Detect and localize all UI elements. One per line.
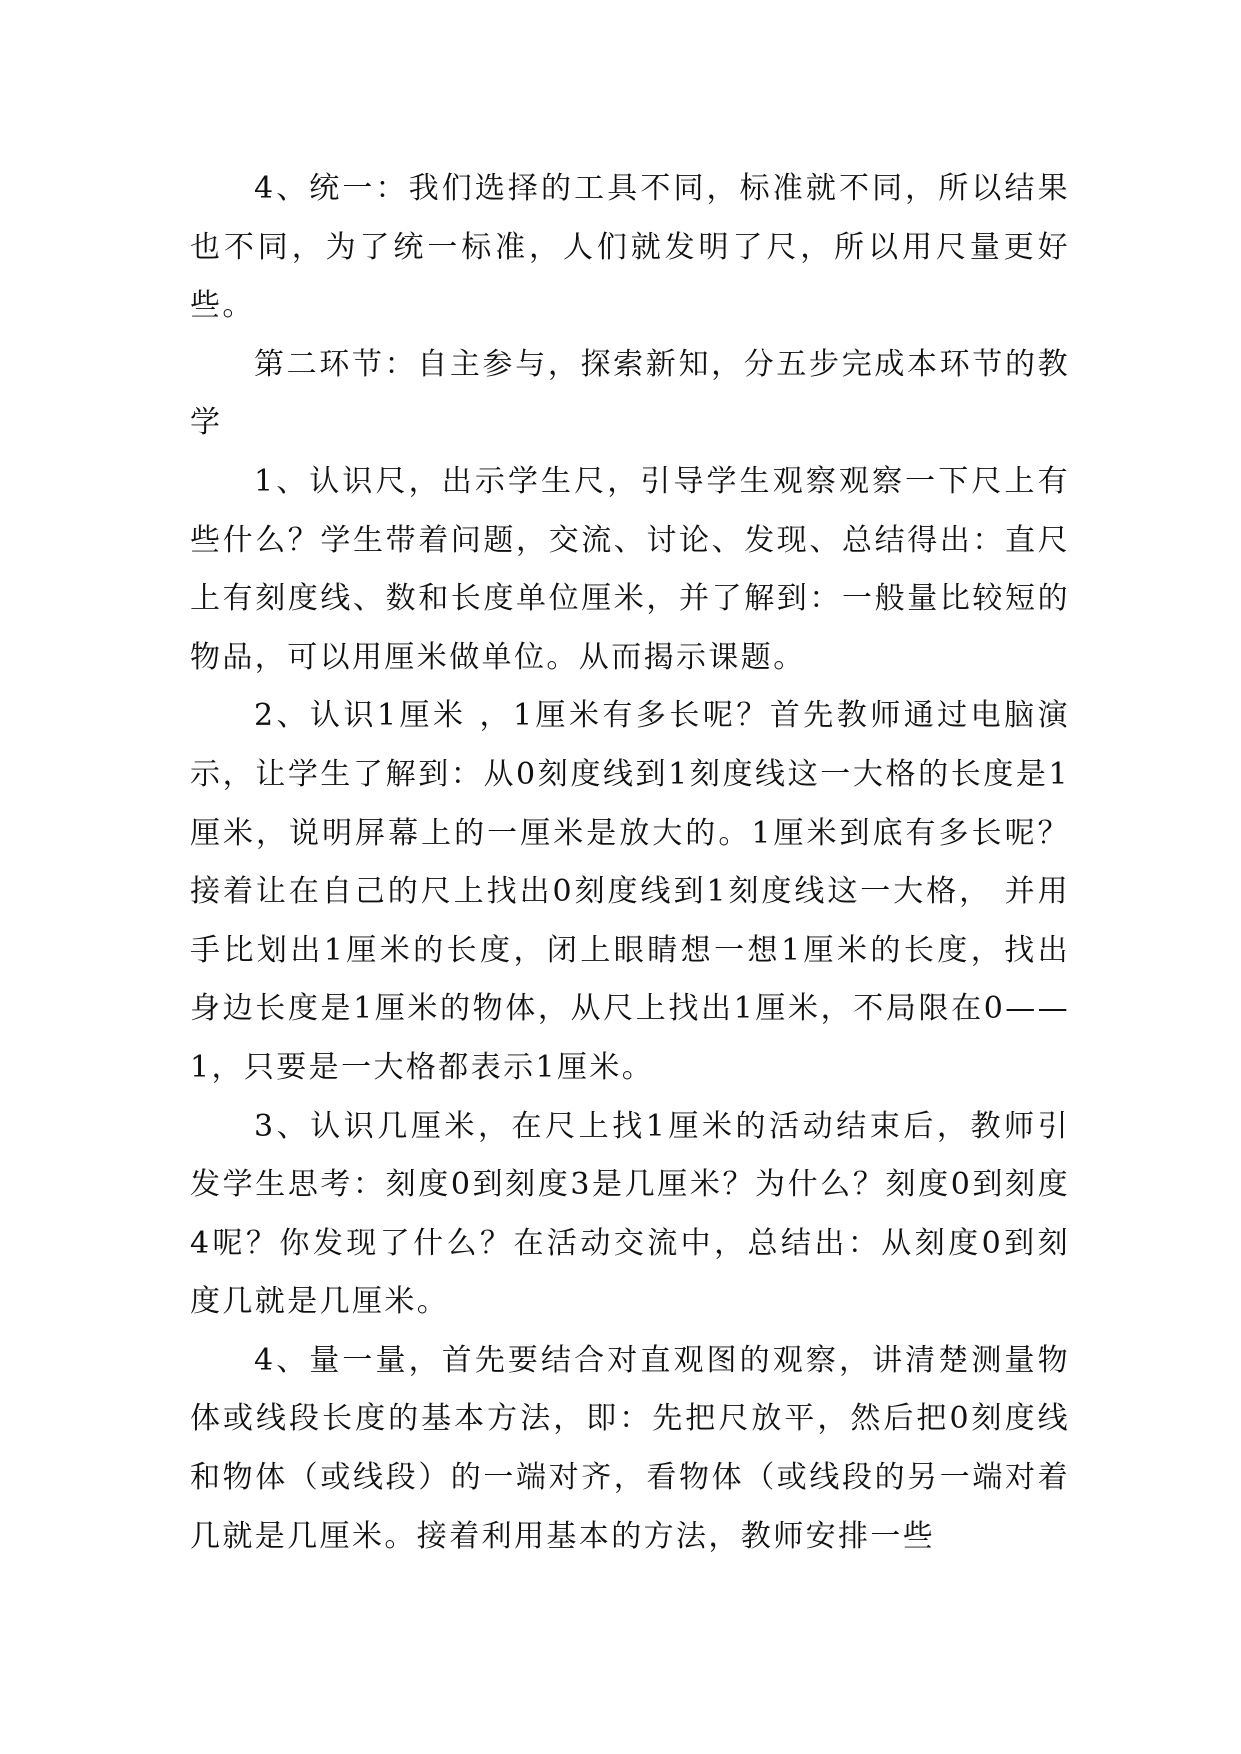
document-body [190,160,1070,1566]
paragraph-unify-standard: 4、统一：我们选择的工具不同，标准就不同，所以结果也不同，为了统一标准，人们就发明了尺，所以用尺量更好些。 [190,171,1070,324]
paragraph-section-two-heading: 第二环节：自主参与，探索新知，分五步完成本环节的教学 [190,346,1070,441]
paragraph-measure: 4、量一量，首先要结合对直观图的观察，讲清楚测量物体或线段长度的基本方法，即：先把尺放平，然后把0刻度线和物体（或线段）的一端对齐，看物体（或线段的另一端对着几就是几厘米。接着利用基本的方法，教师安排一些 [190,1342,1070,1554]
paragraph-several-centimeters: 3、认识几厘米，在尺上找1厘米的活动结束后，教师引发学生思考：刻度0到刻度3是几厘米？为什么？刻度0到刻度4呢？你发现了什么？在活动交流中，总结出：从刻度0到刻度几就是几厘米。 [190,1108,1070,1320]
paragraph-one-centimeter: 2、认识1厘米 ，1厘米有多长呢？首先教师通过电脑演示，让学生了解到：从0刻度线到1刻度线这一大格的长度是1厘米，说明屏幕上的一厘米是放大的。1厘米到底有多长呢？接着让在自己的尺上找出0刻度线到1刻度线这一大格， 并用手比划出1厘米的长度，闭上眼睛想一想1厘米的长度，找出身边长度是1厘米的物体，从尺上找出1厘米，不局限在0——1，只要是一大格都表示1厘米。 [190,698,1070,1085]
paragraph-know-ruler: 1、认识尺，出示学生尺，引导学生观察观察一下尺上有些什么？学生带着问题，交流、讨论、发现、总结得出：直尺上有刻度线、数和长度单位厘米，并了解到：一般量比较短的物品，可以用厘米做单位。从而揭示课题。 [190,463,1070,675]
